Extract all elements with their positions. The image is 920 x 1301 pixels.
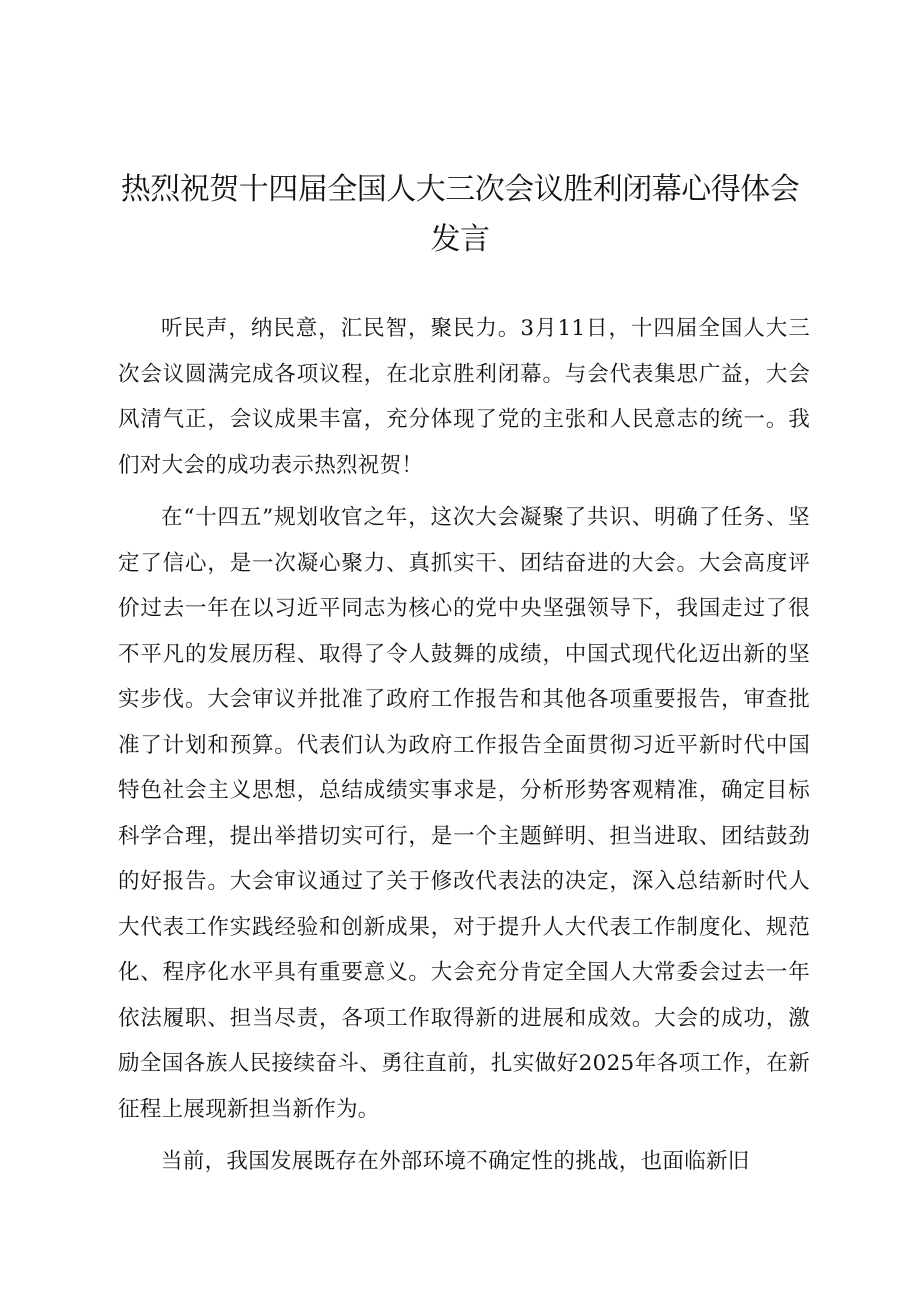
document-title: 热烈祝贺十四届全国人大三次会议胜利闭幕心得体会发言 — [120, 172, 800, 257]
paragraph-1: 听民声，纳民意，汇民智，聚民力。3月11日，十四届全国人大三次会议圆满完成各项议程，在北京胜利闭幕。与会代表集思广益，大会风清气正，会议成果丰富，充分体现了党的主张和人民意志的统一。我们对大会的成功表示热烈祝贺！ — [118, 316, 810, 478]
paragraph-2: 在“十四五”规划收官之年，这次大会凝聚了共识、明确了任务、坚定了信心，是一次凝心聚力、真抓实干、团结奋进的大会。大会高度评价过去一年在以习近平同志为核心的党中央坚强领导下，我国走过了很不平凡的发展历程、取得了令人鼓舞的成绩，中国式现代化迈出新的坚实步伐。大会审议并批准了政府工作报告和其他各项重要报告，审查批准了计划和预算。代表们认为政府工作报告全面贯彻习近平新时代中国特色社会主义思想，总结成绩实事求是，分析形势客观精准，确定目标科学合理，提出举措切实可行，是一个主题鲜明、担当进取、团结鼓劲的好报告。大会审议通过了关于修改代表法的决定，深入总结新时代人大代表工作实践经验和创新成果，对于提升人大代表工作制度化、规范化、程序化水平具有重要意义。大会充分肯定全国人大常委会过去一年依法履职、担当尽责，各项工作取得新的进展和成效。大会的成功，激励全国各族人民接续奋斗、勇往直前，扎实做好2025年各项工作，在新征程上展现新担当新作为。 — [118, 505, 810, 1122]
paragraph-3: 当前，我国发展既存在外部环境不确定性的挑战，也面临新旧 — [161, 1149, 750, 1174]
document-body — [118, 306, 810, 1192]
